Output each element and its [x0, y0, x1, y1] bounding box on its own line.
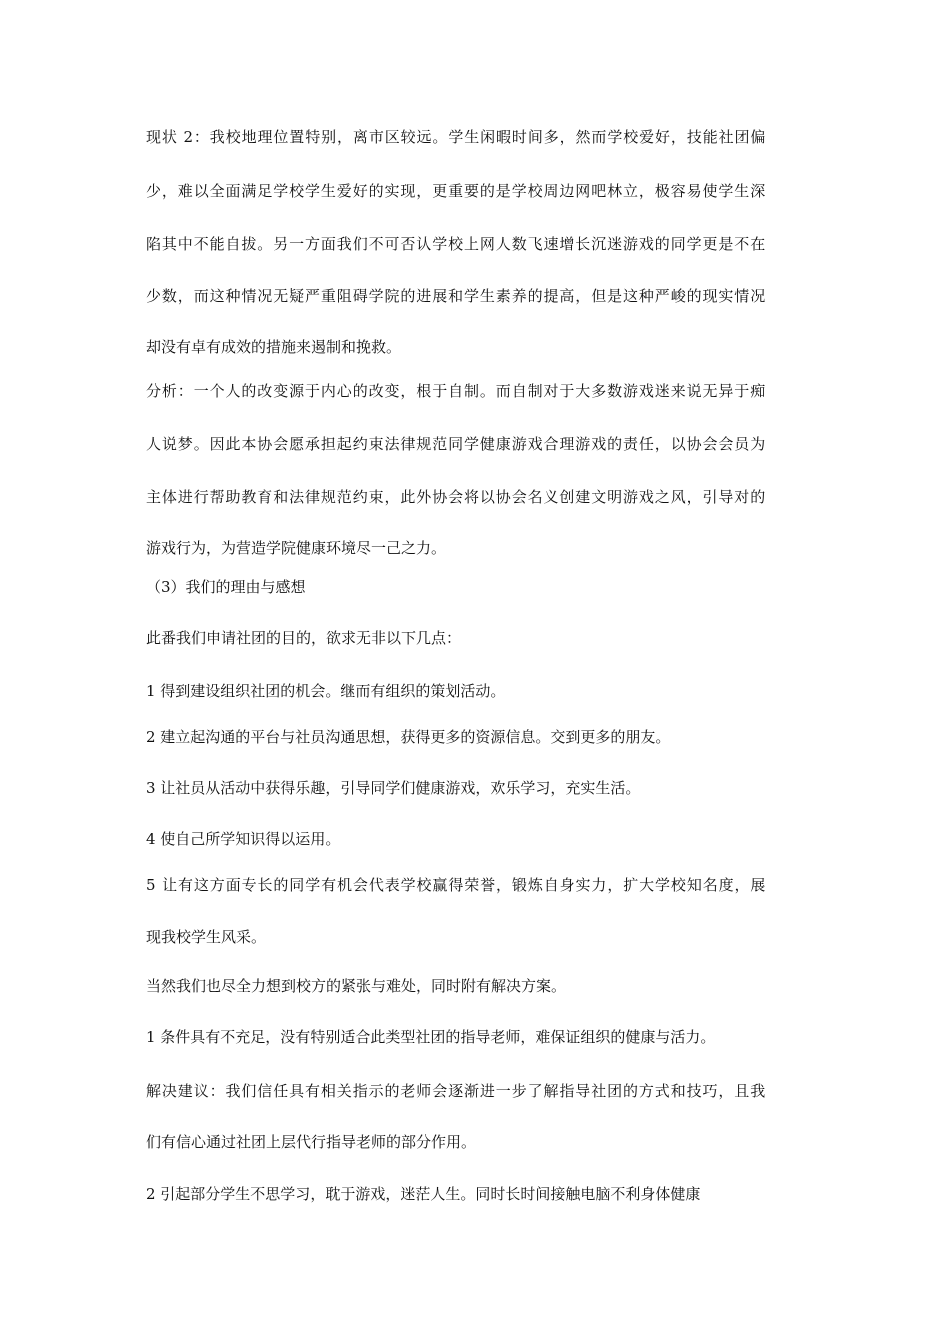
text-line: 少数，而这种情况无疑严重阻碍学院的进展和学生素养的提高，但是这种严峻的现实情况: [146, 287, 767, 305]
text-line: 当然我们也尽全力想到校方的紧张与难处，同时附有解决方案。: [146, 977, 567, 995]
text-line: 少，难以全面满足学校学生爱好的实现，更重要的是学校周边网吧林立，极容易使学生深: [146, 182, 767, 200]
text-line: 游戏行为，为营造学院健康环境尽一己之力。: [146, 539, 447, 557]
text-line: 解决建议：我们信任具有相关指示的老师会逐渐进一步了解指导社团的方式和技巧，且我: [146, 1082, 767, 1100]
text-line: 们有信心通过社团上层代行指导老师的部分作用。: [146, 1133, 477, 1151]
list-item: 4 使自己所学知识得以运用。: [146, 830, 341, 848]
text-line: 现状 2：我校地理位置特别，离市区较远。学生闲暇时间多，然而学校爱好，技能社团偏: [146, 128, 767, 146]
list-item: 5 让有这方面专长的同学有机会代表学校赢得荣誉，锻炼自身实力，扩大学校知名度，展: [146, 876, 767, 894]
text-line: 陷其中不能自拔。另一方面我们不可否认学校上网人数飞速增长沉迷游戏的同学更是不在: [146, 235, 767, 253]
text-line: 主体进行帮助教育和法律规范约束，此外协会将以协会名义创建文明游戏之风，引导对的: [146, 488, 767, 506]
list-item: 3 让社员从活动中获得乐趣，引导同学们健康游戏，欢乐学习，充实生活。: [146, 779, 641, 797]
list-item: 2 建立起沟通的平台与社员沟通思想，获得更多的资源信息。交到更多的朋友。: [146, 728, 671, 746]
text-line: 却没有卓有成效的措施来遏制和挽救。: [146, 338, 402, 356]
text-line: 此番我们申请社团的目的，欲求无非以下几点：: [146, 629, 462, 647]
text-line: 分析：一个人的改变源于内心的改变，根于自制。而自制对于大多数游戏迷来说无异于痴: [146, 382, 767, 400]
list-item: 1 得到建设组织社团的机会。继而有组织的策划活动。: [146, 682, 506, 700]
list-item: 1 条件具有不充足，没有特别适合此类型社团的指导老师，难保证组织的健康与活力。: [146, 1028, 716, 1046]
section-heading: （3）我们的理由与感想: [146, 578, 306, 596]
text-line: 人说梦。因此本协会愿承担起约束法律规范同学健康游戏合理游戏的责任，以协会会员为: [146, 435, 767, 453]
list-item: 2 引起部分学生不思学习，耽于游戏，迷茫人生。同时长时间接触电脑不利身体健康: [146, 1185, 701, 1203]
text-line: 现我校学生风采。: [146, 928, 267, 946]
